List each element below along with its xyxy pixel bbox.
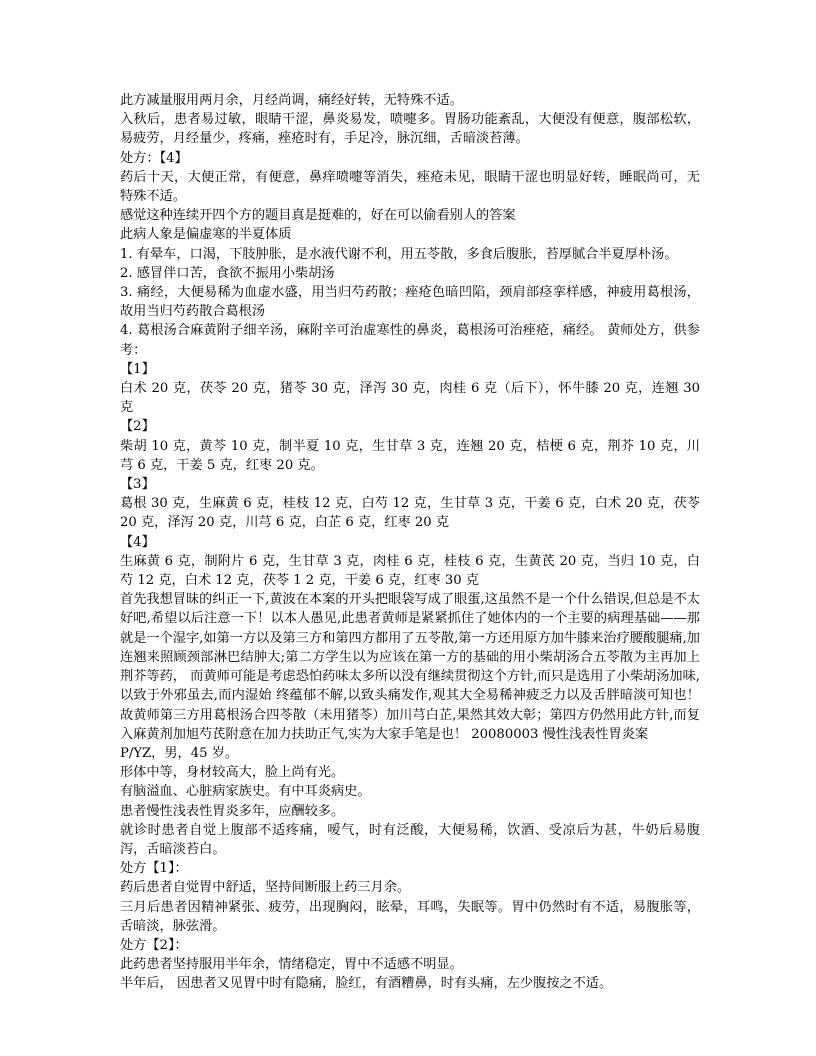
paragraph: 感觉这种连续开四个方的题目真是挺难的，好在可以偷看别人的答案: [120, 208, 516, 224]
paragraph: 处方【2】：: [120, 937, 188, 953]
paragraph: 此药患者坚持服用半年余，情绪稳定，胃中不适感不明显。: [120, 957, 463, 973]
paragraph: 白术 20 克，茯苓 20 克，猪苓 30 克，泽泻 30 克，肉桂 6 克（后下），怀牛膝 20 克，连翘 30 克: [120, 381, 700, 416]
paragraph: 此病人象是偏虚寒的半夏体质: [120, 227, 292, 243]
paragraph: 此方减量服用两月余，月经尚调，痛经好转，无特殊不适。: [120, 93, 463, 108]
paragraph: 半年后， 因患者又见胃中时有隐痛，脸红，有酒糟鼻，时有头痛，左少腹按之不适。: [120, 976, 613, 992]
paragraph: 药后十天，大便正常，有便意，鼻痒喷嚏等消失，痤疮未见，眼睛干涩也明显好转，睡眠尚可，无特殊不适。: [120, 169, 700, 205]
paragraph: 【2】: [120, 419, 155, 435]
paragraph: P/YZ，男，45 岁。: [120, 745, 239, 761]
paragraph: 葛根 30 克，生麻黄 6 克，桂枝 12 克，白芍 12 克，生甘草 3 克，干姜 6 克，白术 20 克，茯苓 20 克，泽泻 20 克，川芎 6 克，白芷 6 克，红枣 20 克: [120, 496, 700, 531]
paragraph: 首先我想冒昧的纠正一下,黄波在本案的开头把眼袋写成了眼蛋,这虽然不是一个什么错误,但总是不太好吧,希望以后注意一下！以本人愚见,此患者黄师是紧紧抓住了她体内的一个主要的病理基础——那就是一个湿字,如第一方以及第三方和第四方都用了五苓散,第一方还用原方加牛膝来治疗腰酸腿痛,加连翘来照顾颈部淋巴结肿大;第二方学生以为应该在第一方的基础的用小柴胡汤合五苓散为主再加上荆芥等药， 而黄师可能是考虑恐怕药味太多所以没有继续贯彻这个方针,而只是选用了小柴胡汤加味,以致于外邪虽去,而内湿始 终蕴郁不解,以致头痛发作,观其大全易稀神疲乏力以及舌胖暗淡可知也！故黄师第三方用葛根汤合四苓散（未用猪苓）加川芎白芷,果然其效大彰；第四方仍然用此方针,而复入麻黄剂加旭芍芪附意在加力扶助正气,实为大家手笔是也！ 20080003 慢性浅表性胃炎案: [120, 592, 700, 742]
paragraph: 3. 痛经，大便易稀为血虚水盛，用当归芍药散；痤疮色暗凹陷，颈肩部痉挛样感，神疲用葛根汤，故用当归芍药散合葛根汤: [120, 285, 700, 320]
paragraph: 1. 有晕车，口渴，下肢肿胀，是水液代谢不利，用五苓散，多食后腹胀，苔厚腻合半夏厚朴汤。: [120, 246, 678, 262]
paragraph: 处方：【4】: [120, 150, 188, 166]
paragraph: 有脑溢血、心脏病家族史。有中耳炎病史。: [120, 784, 371, 800]
paragraph: 药后患者自觉胃中舒适，坚持间断服上药三月余。: [120, 880, 411, 896]
paragraph: 【4】: [120, 534, 155, 550]
paragraph: 入秋后，患者易过敏，眼睛干涩，鼻炎易发，喷嚏多。胃肠功能紊乱，大便没有便意，腹部松软，易疲劳，月经量少，疼痛，痤疮时有，手足冷，脉沉细，舌暗淡苔薄。: [120, 112, 700, 147]
paragraph: 就诊时患者自觉上腹部不适疼痛，嗳气，时有泛酸，大便易稀，饮酒、受凉后为甚，牛奶后易腹泻，舌暗淡苔白。: [120, 822, 700, 857]
paragraph: 生麻黄 6 克，制附片 6 克，生甘草 3 克，肉桂 6 克，桂枝 6 克，生黄芪 20 克，当归 10 克，白芍 12 克，白术 12 克，茯苓 1 2 克，干姜 6 克，红枣 30 克: [120, 553, 700, 589]
paragraph: 患者慢性浅表性胃炎多年，应酬较多。: [120, 803, 345, 819]
paragraph: 2. 感冒伴口苦，食欲不振用小柴胡汤: [120, 265, 335, 281]
document-page: [120, 91, 700, 994]
paragraph: 【3】: [120, 477, 155, 493]
paragraph: 【1】: [120, 361, 155, 377]
paragraph: 三月后患者因精神紧张、疲劳，出现胸闷，眩晕，耳鸣，失眠等。胃中仍然时有不适，易腹胀等，舌暗淡，脉弦滑。: [120, 899, 700, 934]
paragraph: 形体中等，身材较高大，脸上尚有光。: [120, 765, 345, 781]
paragraph: 处方【1】：: [120, 861, 188, 877]
paragraph: 柴胡 10 克，黄芩 10 克，制半夏 10 克，生甘草 3 克，连翘 20 克，桔梗 6 克，荆芥 10 克，川芎 6 克，干姜 5 克，红枣 20 克。: [120, 438, 700, 473]
paragraph: 4. 葛根汤合麻黄附子细辛汤，麻附辛可治虚寒性的鼻炎，葛根汤可治痤疮，痛经。 黄师处方，供参考：: [120, 323, 700, 358]
